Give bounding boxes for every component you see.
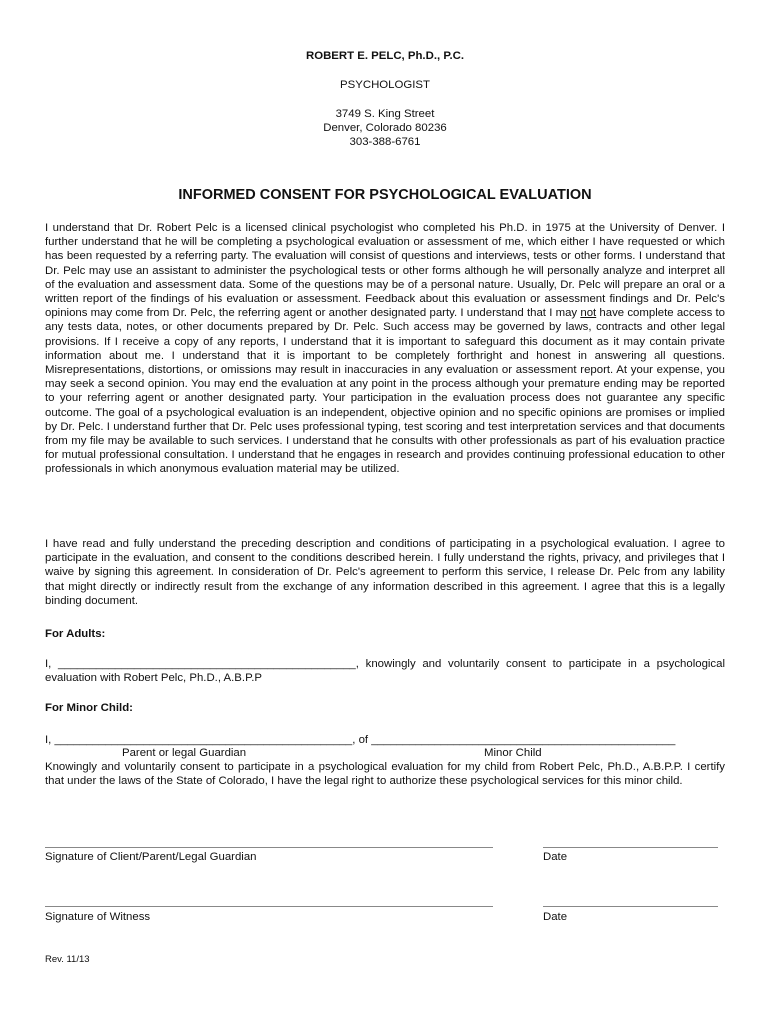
minor-consent-text: Knowingly and voluntarily consent to participate in a psychological evaluation for my child from Robert Pelc, Ph.D., A.B.P.P. I certify that under the laws of the State of Colorado, I have the legal right to authorize these psychological services for this minor child. [45, 761, 725, 788]
witness-signature-line[interactable] [45, 906, 493, 907]
parent-guardian-label: Parent or legal Guardian [122, 747, 247, 759]
practice-name: ROBERT E. PELC, Ph.D., P.C. [305, 50, 465, 62]
city-state-zip: Denver, Colorado 80236 [323, 122, 447, 134]
revision-note: Rev. 11/13 [45, 954, 90, 965]
adults-consent-text[interactable]: I, _______________________________________________, knowingly and voluntarily consent to participate in a psychological evaluation with Robert Pelc, Ph.D., A.B.P.P [45, 658, 725, 685]
document-title: INFORMED CONSENT FOR PSYCHOLOGICAL EVALUATION [178, 187, 592, 203]
client-date-label: Date [543, 851, 568, 863]
minor-heading: For Minor Child: [45, 702, 133, 714]
witness-date-label: Date [543, 911, 568, 923]
profession: PSYCHOLOGIST [340, 79, 430, 91]
consent-paragraph-2: I have read and fully understand the preceding description and conditions of participating in a psychological evaluation. I agree to participate in the evaluation, and consent to the conditions described herein. I fully understand the rights, privacy, and privileges that I waive by signing this agreement. In consideration of Dr. Pelc's agreement to perform this service, I release Dr. Pelc from any lability that might directly or indirectly result from the exchange of any information described in this agreement. I agree that this is a legally binding document. [45, 538, 725, 607]
paragraph-1-part-b: have complete access to any tests data, notes, or other documents prepared by Dr. Pelc. Such access may be governed by laws, contracts and other legal provisions. If I receive a copy of any reports, I understand that it is important to safeguard this document as it may contain private information about me. I understand that it is important to be completely forthright and honest in answering all questions. Misrepresentations, distortions, or omissions may result in inaccuracies in any evaluation or assessment report. At your expense, you may seek a second opinion. You may end the evaluation at any point in the process although your premature ending may be reported to your referring agent or another designated party. Your participation in the evaluation process does not guarantee any specific outcome. The goal of a psychological evaluation is an independent, objective opinion and no specific opinions are promises or implied by Dr. Pelc. I understand further that Dr. Pelc uses professional typing, test scoring and test interpretation services and that documents from my file may be available to such services. I understand that he consults with other professionals as part of his evaluation practice for mutual professional consultation. I understand that he engages in research and provides continuing professional education to other professionals in which anonymous evaluation material may be utilized. [45, 307, 725, 476]
paragraph-1-part-a: I understand that Dr. Robert Pelc is a licensed clinical psychologist who completed his Ph.D. in 1975 at the University of Denver. I further understand that he will be completing a psychological evaluation or assessment of me, which either I have requested or which has been requested by a referring party. The evaluation will consist of questions and interviews, tests or other forms. I understand that Dr. Pelc may use an assistant to administer the psychological tests or other forms although he will personally analyze and interpret all of the evaluation and assessment data. Some of the questions may be of a personal nature. Usually, Dr. Pelc will prepare an oral or a written report of the findings of his evaluation or assessment. Feedback about this evaluation or assessment findings and Dr. Pelc's opinions may come from Dr. Pelc, the referring agent or another designated party. I understand that I may [45, 222, 725, 320]
minor-fill-line[interactable]: I, _______________________________________________, of ________________________________________________ [45, 734, 676, 746]
client-date-line[interactable] [543, 847, 718, 848]
witness-signature-label: Signature of Witness [45, 911, 151, 923]
client-signature-label: Signature of Client/Parent/Legal Guardian [45, 851, 257, 863]
witness-date-line[interactable] [543, 906, 718, 907]
adults-heading: For Adults: [45, 628, 106, 640]
street-address: 3749 S. King Street [335, 108, 435, 120]
client-signature-line[interactable] [45, 847, 493, 848]
emphasis-not: not [580, 307, 597, 320]
consent-paragraph-1 [45, 221, 725, 477]
minor-child-label: Minor Child [484, 747, 542, 759]
phone-number: 303-388-6761 [349, 136, 421, 148]
